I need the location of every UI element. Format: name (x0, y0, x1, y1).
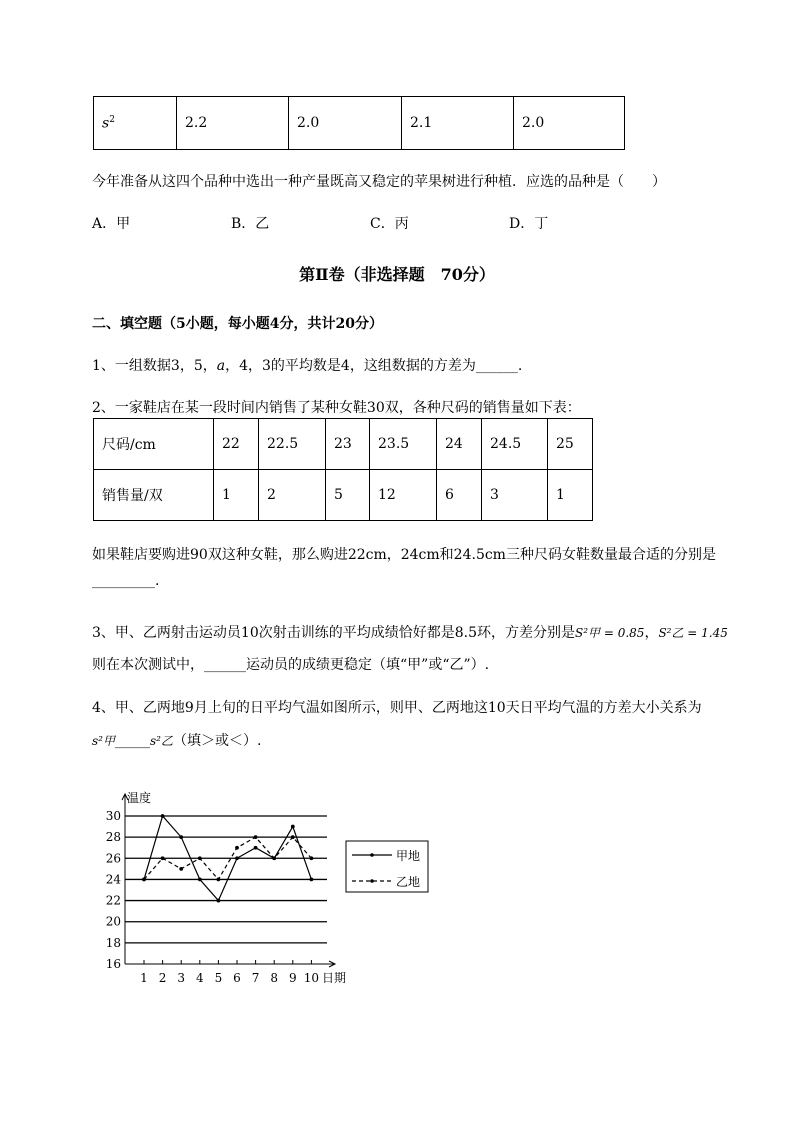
legend-marker-yi (370, 879, 374, 883)
chart-legend (346, 841, 428, 892)
sales-cell: 1 (548, 470, 593, 521)
question-2-blank-line (92, 573, 159, 589)
size-cell: 25 (548, 419, 593, 470)
option-d: D．丁 (509, 216, 549, 232)
temperature-chart (95, 785, 440, 990)
q4-s-yi: s²乙 (149, 734, 173, 748)
table-row (94, 97, 625, 150)
sales-cell: 1 (214, 470, 259, 521)
q3-text-a: 则在本次测试中， (92, 657, 204, 673)
question-4-line1: 4、甲、乙两地9月上旬的日平均气温如图所示，则甲、乙两地这10天日平均气温的方差大小关系为 (92, 700, 702, 716)
option-a: A．甲 (92, 216, 131, 232)
x-tick-label: 4 (195, 971, 204, 985)
data-point (235, 856, 239, 860)
size-header: 尺码/cm (94, 419, 214, 470)
table-row (94, 419, 593, 470)
variance-cell: 2.2 (177, 97, 289, 150)
data-point (217, 878, 221, 882)
q2-end: . (155, 573, 160, 589)
x-tick-labels (140, 971, 319, 985)
shoe-size-table (93, 418, 593, 521)
variance-table (93, 96, 625, 150)
legend-label-yi: 乙地 (396, 875, 421, 889)
data-point (291, 825, 295, 829)
y-tick-label: 18 (105, 935, 121, 950)
q1-text-a: 1、一组数据3，5， (92, 358, 217, 374)
data-point (272, 856, 276, 860)
y-tick-label: 16 (105, 957, 121, 971)
question-4-line2 (92, 730, 261, 750)
y-tick-label: 30 (105, 809, 121, 823)
y-tick-labels (106, 809, 122, 971)
question-2-stem: 2、一家鞋店在某一段时间内销售了某种女鞋30双，各种尺码的销售量如下表： (92, 400, 581, 416)
data-point (291, 835, 295, 839)
x-tick-label: 8 (270, 971, 279, 985)
q3-s-jia: S²甲 = 0.85 (575, 626, 645, 640)
sales-cell: 5 (326, 470, 370, 521)
data-point (235, 846, 239, 850)
section-title: 二、填空题（5小题，每小题4分，共计20分） (92, 316, 383, 332)
x-tick-label: 10 (303, 971, 320, 985)
chart-grid (125, 816, 327, 943)
data-point (161, 856, 165, 860)
x-axis-label: 日期 (322, 971, 347, 985)
variance-cell: 2.1 (402, 97, 514, 150)
y-tick-label: 28 (105, 830, 121, 845)
option-c: C．丙 (370, 216, 409, 232)
legend-marker-jia (370, 853, 374, 857)
data-point (310, 878, 314, 882)
sales-cell: 3 (482, 470, 548, 521)
y-tick-label: 20 (105, 914, 121, 929)
question-1 (92, 355, 522, 375)
size-cell: 24 (437, 419, 482, 470)
q2-blank: _________ (92, 573, 155, 589)
chart-axes (122, 794, 335, 967)
sales-cell: 6 (437, 470, 482, 521)
x-tick-label: 9 (288, 971, 297, 985)
variance-cell: 2.0 (289, 97, 402, 150)
x-tick-label: 3 (177, 971, 186, 985)
data-point (254, 835, 258, 839)
q4-s-jia: s²甲 (92, 734, 115, 748)
question-3-line2 (92, 654, 489, 674)
data-point (217, 899, 221, 903)
data-point (142, 878, 146, 882)
q3-sep: ， (644, 625, 659, 641)
question-2-follow: 如果鞋店要购进90双这种女鞋，那么购进22cm，24cm和24.5cm三种尺码女鞋数量最合适的分别是 (92, 547, 716, 563)
y-axis-label: 温度 (127, 791, 152, 805)
x-tick-label: 2 (158, 971, 167, 985)
x-tick-label: 5 (214, 971, 223, 985)
size-cell: 24.5 (482, 419, 548, 470)
data-point (198, 856, 202, 860)
sales-header: 销售量/双 (94, 470, 214, 521)
option-b: B．乙 (231, 216, 270, 232)
y-tick-label: 22 (105, 893, 121, 908)
question-stem: 今年准备从这四个品种中选出一种产量既高又稳定的苹果树进行种植．应选的品种是（ ） (92, 174, 666, 190)
data-point (198, 878, 202, 882)
y-tick-label: 26 (105, 851, 121, 866)
data-point (310, 856, 314, 860)
data-point (161, 814, 165, 818)
x-tick-label: 6 (233, 971, 241, 985)
q3-text-b: 运动员的成绩更稳定（填“甲”或“乙”）. (246, 657, 490, 673)
q1-blank: ______ (475, 358, 518, 374)
data-point (179, 867, 183, 871)
variance-cell: 2.0 (514, 97, 625, 150)
q3-text: 3、甲、乙两射击运动员10次射击训练的平均成绩恰好都是8.5环，方差分别是 (92, 625, 575, 641)
q3-s-yi: S²乙 = 1.45 (658, 626, 728, 640)
q1-text-b: ，4，3的平均数是4，这组数据的方差为 (225, 358, 476, 374)
part-title: 第Ⅱ卷（非选择题 70分） (299, 265, 495, 284)
x-tick-label: 7 (251, 971, 260, 985)
question-3-line1 (92, 622, 728, 642)
legend-label-jia: 甲地 (396, 849, 421, 863)
sales-cell: 12 (370, 470, 437, 521)
data-point (254, 846, 258, 850)
table-row (94, 470, 593, 521)
y-tick-label: 24 (105, 872, 121, 887)
size-cell: 23 (326, 419, 370, 470)
q4-blank: _____ (114, 733, 150, 749)
data-point (179, 835, 183, 839)
q3-blank: ______ (204, 657, 246, 673)
size-cell: 22.5 (259, 419, 326, 470)
q1-var: a (216, 358, 226, 374)
q1-end: . (517, 358, 523, 374)
size-cell: 22 (214, 419, 259, 470)
q4-end: （填＞或＜）. (172, 733, 262, 749)
x-tick-label: 1 (140, 971, 148, 985)
variance-label: $s^2$ (94, 97, 177, 150)
sales-cell: 2 (259, 470, 326, 521)
size-cell: 23.5 (370, 419, 437, 470)
